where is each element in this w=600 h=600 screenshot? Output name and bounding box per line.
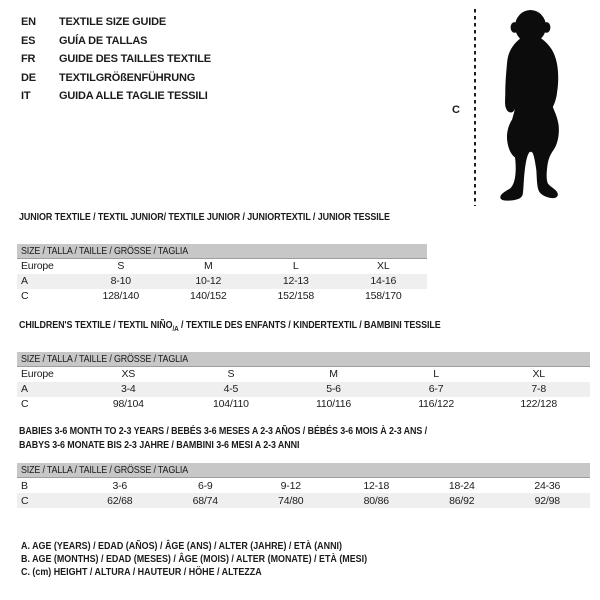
size-column-header: S <box>117 260 125 272</box>
row-label-cell: C <box>21 398 29 411</box>
size-header-cell <box>17 244 427 259</box>
footnote-a <box>21 540 428 553</box>
row-label-cell: C <box>17 493 77 508</box>
childrens-size-table <box>17 352 590 412</box>
language-code: FR <box>21 53 36 66</box>
value-cell: 18-24 <box>448 479 475 492</box>
footnote-c <box>21 566 428 579</box>
size-column-header: M <box>329 368 338 381</box>
size-header-text: SIZE / TALLA / TAILLE / GRÖSSE / TAGLIA <box>21 464 188 476</box>
junior-table-title <box>19 211 427 225</box>
value-cell: 12-13 <box>252 274 340 289</box>
babies-table-title-line1: BABIES 3-6 MONTH TO 2-3 YEARS / BEBÉS 3-6 MESES A 2-3 AÑOS / BÉBÉS 3-6 MOIS À 2-3 ANS / <box>19 425 428 437</box>
table-row-height <box>17 289 427 304</box>
table-row-months <box>17 478 590 494</box>
column-header-row <box>17 258 427 274</box>
size-column-header: XS <box>121 368 136 381</box>
row-label-cell: B <box>21 479 28 492</box>
language-title: TEXTILE SIZE GUIDE <box>59 16 167 28</box>
value-cell: 62/68 <box>77 493 163 508</box>
language-row <box>21 13 211 32</box>
value-cell: 128/140 <box>102 290 140 302</box>
value-cell: 9-12 <box>280 479 301 492</box>
region-header-cell: Europe <box>21 260 54 272</box>
height-measure-label: C <box>452 104 460 116</box>
value-cell: 7-8 <box>487 382 590 397</box>
language-row <box>21 87 211 106</box>
value-cell: 158/170 <box>364 290 402 302</box>
row-label-cell: C <box>21 290 29 302</box>
size-column-header: L <box>292 260 299 272</box>
junior-textile-section <box>17 211 427 304</box>
table-row-age <box>17 382 590 397</box>
size-header-cell <box>17 352 590 367</box>
childrens-table-title <box>19 319 590 336</box>
footnote-b-text: B. AGE (MONTHS) / EDAD (MESES) / ÂGE (MOIS) / ALTER (MONATE) / ETÀ (MESI) <box>21 553 368 566</box>
region-header-cell: Europe <box>21 368 54 381</box>
language-code: IT <box>21 90 31 103</box>
size-header-cell <box>17 463 590 478</box>
babies-table-title <box>19 425 590 452</box>
value-cell: 80/86 <box>334 493 420 508</box>
childrens-textile-section <box>17 319 590 412</box>
footnote-legend <box>21 540 428 580</box>
language-title: TEXTILGRÖßENFÜHRUNG <box>59 71 196 84</box>
value-cell: 92/98 <box>505 493 591 508</box>
size-column-header: M <box>203 260 213 272</box>
size-header-bar <box>17 463 590 478</box>
footnote-a-text: A. AGE (YEARS) / EDAD (AÑOS) / ÂGE (ANS) / ALTER (JAHRE) / ETÀ (ANNI) <box>21 540 342 552</box>
value-cell: 68/74 <box>163 493 249 508</box>
column-header-row <box>17 366 590 382</box>
value-cell: 116/122 <box>418 398 454 411</box>
babies-textile-section <box>17 425 590 508</box>
table-row-height <box>17 493 590 508</box>
title-pre: CHILDREN'S TEXTILE / TEXTIL NIÑO <box>19 319 173 331</box>
value-cell: 3-6 <box>112 479 128 492</box>
value-cell: 140/152 <box>189 290 227 302</box>
value-cell: 8-10 <box>77 274 165 289</box>
size-column-header: XL <box>377 260 390 272</box>
value-cell: 12-18 <box>363 479 390 492</box>
title-subscript: /A <box>172 324 179 334</box>
language-code: DE <box>21 71 36 84</box>
table-row-height <box>17 397 590 412</box>
row-label-cell: A <box>17 274 77 289</box>
value-cell: 24-36 <box>534 479 561 492</box>
size-column-header: XL <box>532 368 545 381</box>
value-cell: 6-9 <box>197 479 213 492</box>
value-cell: 14-16 <box>340 274 428 289</box>
junior-table-title-text: JUNIOR TEXTILE / TEXTIL JUNIOR/ TEXTILE JUNIOR / JUNIORTEXTIL / JUNIOR TESSILE <box>19 211 390 223</box>
footnote-b <box>21 553 428 566</box>
size-column-header: L <box>433 368 439 381</box>
size-header-text: SIZE / TALLA / TAILLE / GRÖSSE / TAGLIA <box>21 244 188 257</box>
language-row <box>21 69 211 88</box>
language-title: GUÍA DE TALLAS <box>59 34 148 47</box>
size-column-header: S <box>227 368 235 381</box>
baby-silhouette-icon <box>482 5 579 208</box>
title-post: / TEXTILE DES ENFANTS / KINDERTEXTIL / BAMBINI TESSILE <box>178 319 441 331</box>
value-cell: 10-12 <box>165 274 253 289</box>
junior-size-table <box>17 244 427 304</box>
language-title-list <box>21 13 211 106</box>
value-cell: 4-5 <box>180 382 283 397</box>
value-cell: 98/104 <box>112 398 144 411</box>
language-title: GUIDA ALLE TAGLIE TESSILI <box>59 90 208 103</box>
babies-size-table <box>17 463 590 508</box>
value-cell: 86/92 <box>419 493 505 508</box>
language-row <box>21 50 211 69</box>
value-cell: 104/110 <box>213 398 249 411</box>
language-title: GUIDE DES TAILLES TEXTILE <box>59 53 211 66</box>
footnote-c-text: C. (cm) HEIGHT / ALTURA / HAUTEUR / HÖHE / ALTEZZA <box>21 566 262 579</box>
height-measure-dashed-line <box>474 9 476 206</box>
size-header-text: SIZE / TALLA / TAILLE / GRÖSSE / TAGLIA <box>21 352 188 365</box>
size-header-bar <box>17 244 427 259</box>
value-cell: 152/158 <box>277 290 315 302</box>
size-header-bar <box>17 352 590 367</box>
value-cell: 6-7 <box>385 382 488 397</box>
value-cell: 5-6 <box>282 382 385 397</box>
babies-table-title-line2: BABYS 3-6 MONATE BIS 2-3 JAHRE / BAMBINI 3-6 MESI A 2-3 ANNI <box>19 438 300 451</box>
value-cell: 110/116 <box>315 398 351 411</box>
language-code: EN <box>21 16 36 28</box>
language-code: ES <box>21 34 36 47</box>
language-row <box>21 32 211 51</box>
childrens-table-title-text <box>19 319 441 336</box>
value-cell: 74/80 <box>248 493 334 508</box>
row-label-cell: A <box>17 382 77 397</box>
table-row-age <box>17 274 427 289</box>
value-cell: 122/128 <box>520 398 557 411</box>
value-cell: 3-4 <box>77 382 180 397</box>
